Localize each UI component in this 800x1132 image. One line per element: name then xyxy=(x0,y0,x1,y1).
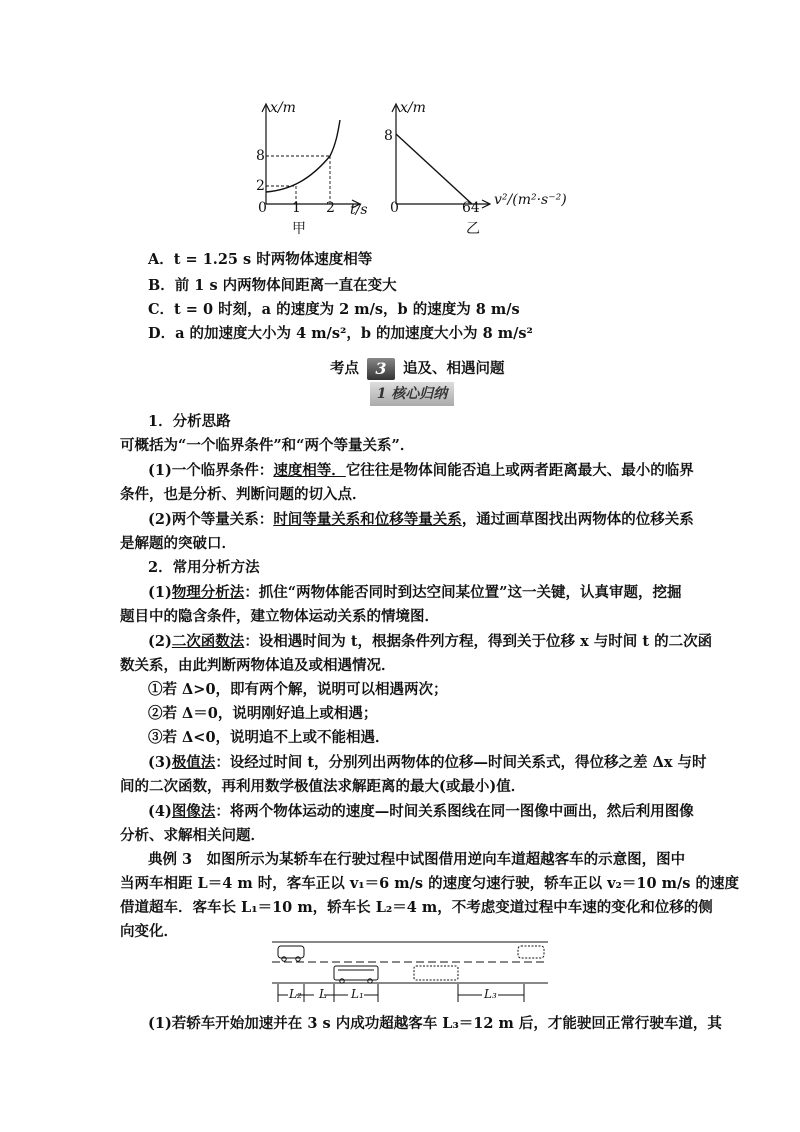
para-quadratic-method-cont: 数关系，由此判断两物体追及或相遇情况． xyxy=(120,657,396,674)
graph-jia-caption: 甲 xyxy=(292,221,306,237)
graph-yi-x-label: v²/(m²·s⁻²) xyxy=(494,192,567,208)
sedan-icon xyxy=(278,946,304,958)
section-prefix: 考点 xyxy=(330,360,359,377)
para-summary: 可概括为“一个临界条件”和“两个等量关系”． xyxy=(120,437,415,454)
section-heading xyxy=(330,357,505,380)
graph-jia-x-tick-0: 0 xyxy=(258,200,267,216)
graph-jia-x-tick-2: 2 xyxy=(326,200,335,216)
road-label-l2: L₂ xyxy=(289,987,302,1001)
graph-jia-y-tick-2: 2 xyxy=(256,178,265,194)
graph-yi-caption: 乙 xyxy=(466,221,480,237)
para-methods-heading: 2．常用分析方法 xyxy=(148,559,260,576)
para-example-3-l2: 当两车相距 L＝4 m 时，客车正以 v₁＝6 m/s 的速度匀速行驶，轿车正以 v₂＝10 m/s 的速度 xyxy=(120,875,739,892)
para-example-3: 典例 3 如图所示为某轿车在行驶过程中试图借用逆向车道超越客车的示意图，图中 xyxy=(148,851,686,868)
para-equal-relations-cont: 是解题的突破口． xyxy=(120,535,236,552)
para-example-3-l4: 向变化． xyxy=(120,923,178,940)
para-equal-relations: (2)两个等量关系：时间等量关系和位移等量关系，通过画草图找出两物体的位移关系 xyxy=(148,511,694,528)
para-critical-condition-cont: 条件，也是分析、判断问题的切入点． xyxy=(120,486,367,503)
option-c: C．t = 0 时刻，a 的速度为 2 m/s，b 的速度为 8 m/s xyxy=(148,301,520,318)
para-question-1: (1)若轿车开始加速并在 3 s 内成功超越客车 L₃＝12 m 后，才能驶回正常行驶车道，其 xyxy=(148,1015,722,1032)
graph-jia-x-label: t/s xyxy=(350,202,368,218)
section-number-badge: 3 xyxy=(367,358,395,380)
road-label-l1: L₁ xyxy=(351,987,364,1001)
para-case-2: ②若 Δ＝0，说明刚好追上或相遇； xyxy=(148,705,378,722)
option-a: A．t = 1.25 s 时两物体速度相等 xyxy=(148,251,373,268)
graph-jia-y-label: x/m xyxy=(270,100,296,116)
option-d: D．a 的加速度大小为 4 m/s²，b 的加速度大小为 8 m/s² xyxy=(148,325,533,342)
bus-icon xyxy=(334,966,378,980)
graph-yi-x-tick-0: 0 xyxy=(390,200,399,216)
para-graph-method: (4)图像法：将两个物体运动的速度—时间关系图线在同一图像中画出，然后利用图像 xyxy=(148,803,694,820)
road-diagram xyxy=(272,938,548,1008)
section-title: 追及、相遇问题 xyxy=(403,360,505,377)
para-physics-method-cont: 题目中的隐含条件，建立物体运动关系的情境图． xyxy=(120,608,439,625)
para-graph-method-cont: 分析、求解相关问题． xyxy=(120,827,265,844)
graph-yi-y-label: x/m xyxy=(400,100,426,116)
para-quadratic-method: (2)二次函数法：设相遇时间为 t，根据条件列方程，得到关于位移 x 与时间 t 的二次函 xyxy=(148,633,713,650)
para-critical-condition: (1)一个临界条件：速度相等．它往往是物体间能否追上或两者距离最大、最小的临界 xyxy=(148,462,694,479)
para-extremum-method: (3)极值法：设经过时间 t，分别列出两物体的位移—时间关系式，得位移之差 Δx 与时 xyxy=(148,754,707,771)
graph-jia-y-tick-8: 8 xyxy=(256,148,265,164)
para-physics-method: (1)物理分析法：抓住“两物体能否同时到达空间某位置”这一关键，认真审题，挖掘 xyxy=(148,584,682,601)
para-analysis-heading: 1．分析思路 xyxy=(148,413,231,430)
road-label-l3: L₃ xyxy=(484,987,497,1001)
bus-future-icon xyxy=(414,966,458,980)
graph-yi-y-tick-8: 8 xyxy=(384,128,393,144)
graph-jia-x-tick-1: 1 xyxy=(292,200,301,216)
graph-yi-x-tick-64: 64 xyxy=(462,200,480,216)
para-extremum-method-cont: 间的二次函数，再利用数学极值法求解距离的最大(或最小)值． xyxy=(120,778,526,795)
para-case-1: ①若 Δ>0，即有两个解，说明可以相遇两次； xyxy=(148,681,448,698)
core-summary-banner: 1 核心归纳 xyxy=(370,382,454,406)
sedan-future-icon xyxy=(518,946,544,958)
para-example-3-l3: 借道超车．客车长 L₁＝10 m，轿车长 L₂＝4 m，不考虑变道过程中车速的变化和位移的侧 xyxy=(120,899,713,916)
para-case-3: ③若 Δ<0，说明追不上或不能相遇． xyxy=(148,729,390,746)
option-b: B．前 1 s 内两物体间距离一直在变大 xyxy=(148,277,397,294)
road-label-l: L xyxy=(319,987,327,1001)
